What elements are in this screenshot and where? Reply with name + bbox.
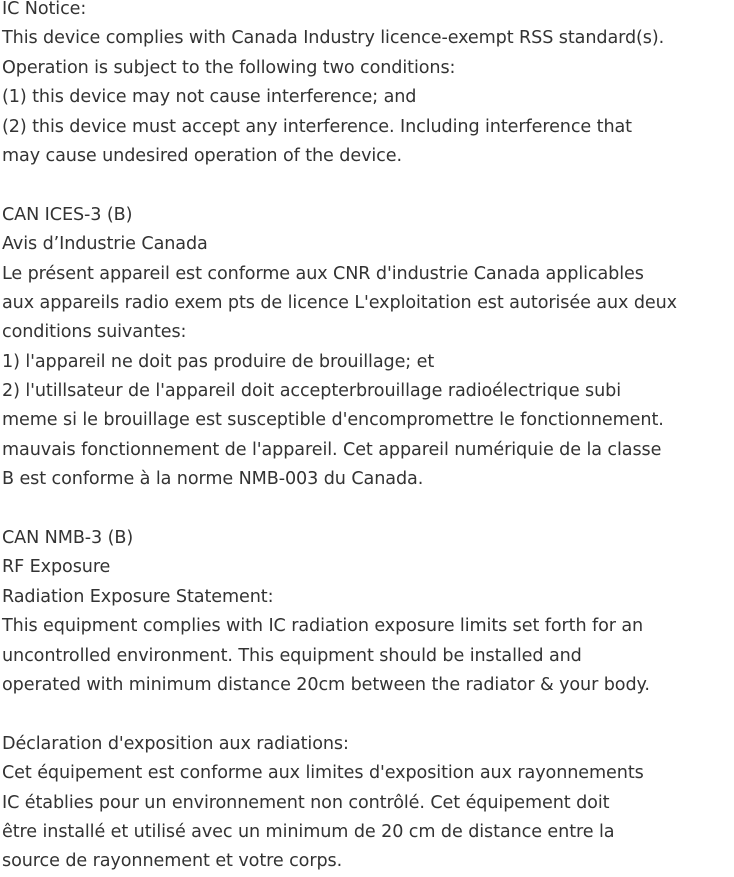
rf-exposure-section [2, 524, 734, 700]
fr-declaration-section [2, 730, 734, 877]
fr-declaration-line: être installé et utilisé avec un minimum de 20 cm de distance entre la [2, 821, 615, 842]
paragraph-spacer [2, 171, 734, 200]
rf-line: This equipment complies with IC radiation exposure limits set forth for an [2, 616, 644, 637]
ic-notice-line: (2) this device must accept any interference. Including interference that [2, 116, 632, 137]
ices-line: conditions suivantes: [2, 322, 187, 343]
rf-subheading: RF Exposure [2, 557, 111, 578]
fr-declaration-line: Cet équipement est conforme aux limites d'exposition aux rayonnements [2, 763, 644, 784]
rf-statement-title: Radiation Exposure Statement: [2, 586, 274, 607]
ices-line: mauvais fonctionnement de l'appareil. Cet appareil numériquie de la classe [2, 439, 662, 460]
paragraph-spacer [2, 495, 734, 524]
compliance-document [2, 0, 734, 877]
ic-notice-section [2, 0, 734, 171]
ices-line: Le présent appareil est conforme aux CNR d'industrie Canada applicables [2, 263, 644, 284]
ices-heading: CAN ICES-3 (B) [2, 204, 133, 225]
ices-line: meme si le brouillage est susceptible d'encompromettre le fonctionnement. [2, 410, 664, 431]
ic-notice-line: Operation is subject to the following two conditions: [2, 57, 456, 78]
rf-heading: CAN NMB-3 (B) [2, 528, 134, 549]
rf-line: operated with minimum distance 20cm between the radiator & your body. [2, 674, 650, 695]
ic-notice-line: (1) this device may not cause interference; and [2, 87, 417, 108]
ices-section [2, 201, 734, 495]
ices-line: aux appareils radio exem pts de licence L'exploitation est autorisée aux deux [2, 292, 677, 313]
rf-line: uncontrolled environment. This equipment should be installed and [2, 645, 582, 666]
fr-declaration-line: IC établies pour un environnement non contrôlé. Cet équipement doit [2, 792, 610, 813]
fr-declaration-heading: Déclaration d'exposition aux radiations: [2, 733, 349, 754]
ic-notice-line: This device complies with Canada Industry licence-exempt RSS standard(s). [2, 28, 665, 49]
ices-line: 2) l'utillsateur de l'appareil doit accepterbrouillage radioélectrique subi [2, 381, 622, 402]
ices-line: 1) l'appareil ne doit pas produire de brouillage; et [2, 351, 435, 372]
ic-notice-line: may cause undesired operation of the device. [2, 145, 402, 166]
fr-declaration-line: source de rayonnement et votre corps. [2, 851, 343, 872]
ic-notice-heading: IC Notice: [2, 0, 87, 19]
paragraph-spacer [2, 700, 734, 729]
ices-line: B est conforme à la norme NMB-003 du Canada. [2, 469, 424, 490]
ices-subheading: Avis d’Industrie Canada [2, 234, 208, 255]
